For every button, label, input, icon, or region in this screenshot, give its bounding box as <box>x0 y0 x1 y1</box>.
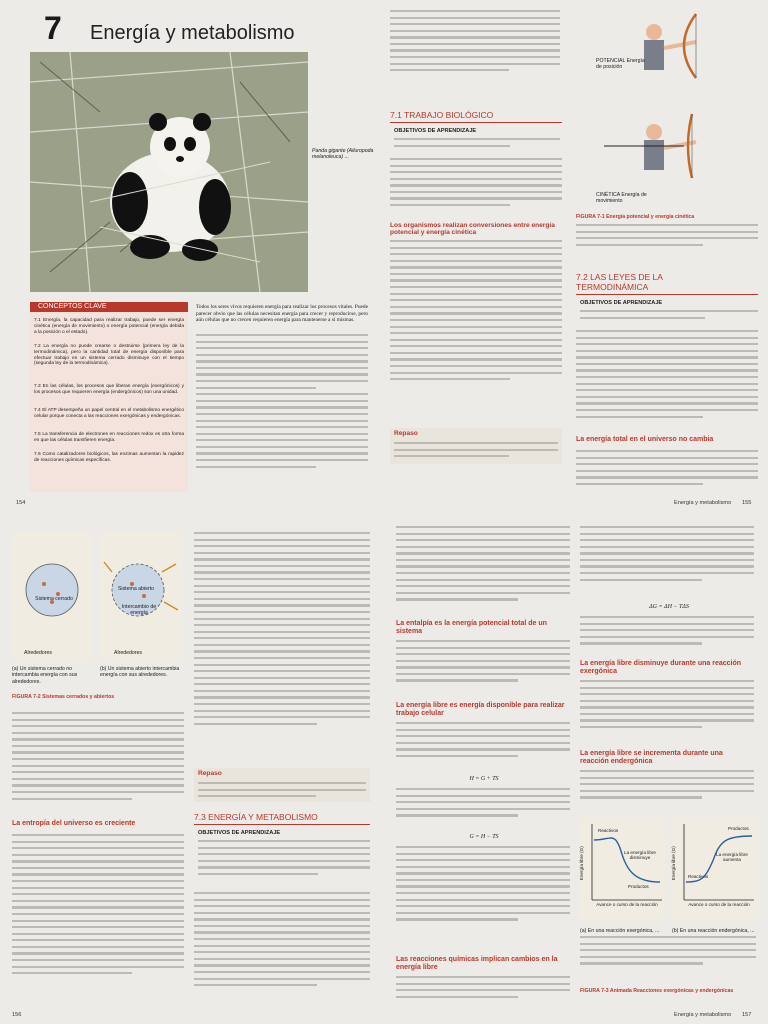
equation-g: G = H − TS <box>469 834 499 840</box>
section-7-3-heading: 7.3 ENERGÍA Y METABOLISMO <box>194 812 318 822</box>
concepto-7-3: 7.3 En las células, los procesos que liberan energía (exergónicos) y los procesos que requieren energía (endergónicos) son una unidad. <box>34 384 184 395</box>
body-text-lines-10 <box>580 770 754 810</box>
body-text-lines-6 <box>396 976 570 1010</box>
body-text-lines-4 <box>576 450 758 492</box>
page-number: 156 <box>12 1012 22 1018</box>
body-text-lines <box>196 334 368 486</box>
graph-a-caption: (a) En una reacción exergónica, ... <box>580 928 660 934</box>
sistema-cerrado-label: Sistema cerrado <box>35 596 73 602</box>
page-number: 157 <box>742 1012 752 1018</box>
body-text-lines-2 <box>396 640 570 696</box>
caption-a: (a) Un sistema cerrado no intercambia energía con sus alrededores. <box>12 666 78 685</box>
page-156 <box>0 512 384 1024</box>
page-154 <box>0 0 384 512</box>
body-text-lines-2 <box>12 834 184 1006</box>
equation-h: H = G + TS <box>469 776 499 782</box>
section-rule-2 <box>576 294 758 295</box>
concepto-7-4: 7.4 El ATP desempeña un papel central en el metabolismo energético celular porque conecta a las reacciones exergónicas y endergónicas. <box>34 408 184 419</box>
subheading-entalpia: La entalpía es la energía potencial total de un sistema <box>396 620 547 635</box>
objetivos-lines <box>198 840 370 888</box>
panda-photo <box>30 52 308 292</box>
concepto-7-6: 7.6 Como catalizadores biológicos, las enzimas aumentan la rapidez de reacciones químicas específicas. <box>34 452 184 463</box>
panda-caption: Panda gigante (Ailuropoda melanoleuca) ... <box>312 148 374 161</box>
graph-a-ylabel: Energía libre (G) <box>578 846 584 881</box>
page-155 <box>384 0 768 512</box>
body-text-lines-3 <box>396 722 570 774</box>
figure-7-3-caption <box>580 988 733 994</box>
equation-delta-g: ΔG = ΔH − TΔS <box>649 604 689 610</box>
running-footer: Energía y metabolismo <box>674 1012 732 1018</box>
archer-figure <box>584 12 704 208</box>
graph-a-productos: Productos <box>628 884 649 889</box>
figure-7-1-title: FIGURA 7-1 Energía potencial y energía cinética <box>576 214 695 220</box>
body-text-lines-4 <box>396 788 570 832</box>
graph-a-reactivos: Reactivos <box>598 828 619 833</box>
body-text-lines-1 <box>396 526 570 616</box>
graph-b-ylabel: Energía libre (G) <box>670 846 676 881</box>
section-7-1-heading: 7.1 TRABAJO BIOLÓGICO <box>390 110 494 120</box>
intercambio-label: Intercambio de energía <box>121 604 157 617</box>
objetivos-heading: OBJETIVOS DE APRENDIZAJE <box>394 128 477 134</box>
repaso-lines <box>394 442 558 460</box>
graph-caption-lines <box>580 936 756 982</box>
graph-a-xlabel: Avance o curso de la reacción <box>596 902 658 907</box>
body-text-lines-1 <box>12 712 184 816</box>
fig-cinetica-label: CINÉTICA Energía de movimiento <box>596 192 647 205</box>
concepto-7-1: 7.1 Energía, la capacidad para realizar trabajo, puede ser energía cinética (energía de movimiento) o energía potencial (energía debida a la posición o el estado). <box>34 318 184 335</box>
figure-7-1-caption <box>576 214 760 220</box>
repaso-lines <box>198 782 366 800</box>
sistema-abierto-label: Sistema abierto <box>117 586 155 592</box>
subheading-no-cambia: La energía total en el universo no cambia <box>576 436 714 443</box>
subheading-entropia: La entropía del universo es creciente <box>12 820 136 827</box>
page-157 <box>384 512 768 1024</box>
subheading-cambios: Las reacciones químicas implican cambios en la energía libre <box>396 956 558 971</box>
intro-paragraph: Todos los seres vivos requieren energía para realizar los procesos vitales. Puede parecer obvio que las células necesitan energía para crecer y reproducirse, pero aún células que no crecen requieren energía para mantenerse a sí mismas. <box>196 304 368 324</box>
concepto-7-5: 7.5 La transferencia de electrones en reacciones redox es otra forma en que las células transfieren energía. <box>34 432 184 443</box>
objetivos-lines-2 <box>580 310 758 324</box>
body-text-lines-3 <box>576 330 758 428</box>
repaso-heading: Repaso <box>394 430 418 437</box>
objetivos-heading: OBJETIVOS DE APRENDIZAJE <box>198 830 281 836</box>
chapter-number: 7 <box>44 10 62 46</box>
figure-7-3-title: FIGURA 7-3 Animada Reacciones exergónicas y endergónicas <box>580 988 734 994</box>
objetivos-lines <box>394 138 560 154</box>
concepto-7-2: 7.2 La energía no puede crearse o destruirse (primera ley de la termodinámica), pero la cantidad total de energía disponible para efectuar trabajo en un sistema cerrado disminuye con el tiempo (segunda ley de la termodinámica). <box>34 344 184 367</box>
chapter-title: Energía y metabolismo <box>90 22 295 44</box>
intro-text-lines <box>390 10 560 82</box>
fig-potencial-label: POTENCIAL Energía de posición <box>596 58 645 71</box>
figure-7-2-caption <box>12 694 114 700</box>
body-text-lines-7 <box>580 526 754 600</box>
objetivos-heading-2: OBJETIVOS DE APRENDIZAJE <box>580 300 663 306</box>
graph-b-caption: (b) En una reacción endergónica, ... <box>672 928 755 934</box>
caption-b: (b) Un sistema abierto intercambia energía con sus alrededores. <box>100 666 180 679</box>
body-text-lines-2 <box>390 240 562 422</box>
alrededores-label-a: Alrededores <box>24 650 52 656</box>
page-number: 155 <box>742 500 752 506</box>
alrededores-label-b: Alrededores <box>114 650 142 656</box>
body-text-lines-3 <box>194 532 370 766</box>
subheading-conversiones: Los organismos realizan conversiones entre energía potencial y energía cinética <box>390 222 555 236</box>
body-text-lines-8 <box>580 616 754 656</box>
body-text-lines-9 <box>580 680 754 744</box>
body-text-lines-1 <box>390 158 562 216</box>
page-number: 154 <box>16 500 26 506</box>
subheading-disminuye: La energía libre disminuye durante una reacción exergónica <box>580 660 742 675</box>
section-rule <box>390 122 562 123</box>
body-text-lines-4 <box>194 892 370 1006</box>
section-rule <box>194 824 370 825</box>
body-text-lines-5 <box>396 846 570 950</box>
subheading-incrementa: La energía libre se incrementa durante una reacción endergónica <box>580 750 723 765</box>
figure-7-1-caption-lines <box>576 224 758 250</box>
section-7-2-heading: 7.2 LAS LEYES DE LA TERMODINÁMICA <box>576 272 663 292</box>
running-footer: Energía y metabolismo <box>674 500 732 506</box>
figure-7-2-title: FIGURA 7-2 Sistemas cerrados y abiertos <box>12 694 115 700</box>
graph-b-productos: Productos <box>728 826 749 831</box>
repaso-heading: Repaso <box>198 770 222 777</box>
subheading-energia-libre: La energía libre es energía disponible para realizar trabajo celular <box>396 702 565 717</box>
conceptos-clave-title: CONCEPTOS CLAVE <box>30 302 188 312</box>
graph-b-xlabel: Avance o curso de la reacción <box>688 902 750 907</box>
graph-b-mid: La energía libre aumenta <box>716 852 748 863</box>
graph-b-reactivos: Reactivos <box>688 874 709 879</box>
graph-a-mid: La energía libre disminuye <box>624 850 656 861</box>
